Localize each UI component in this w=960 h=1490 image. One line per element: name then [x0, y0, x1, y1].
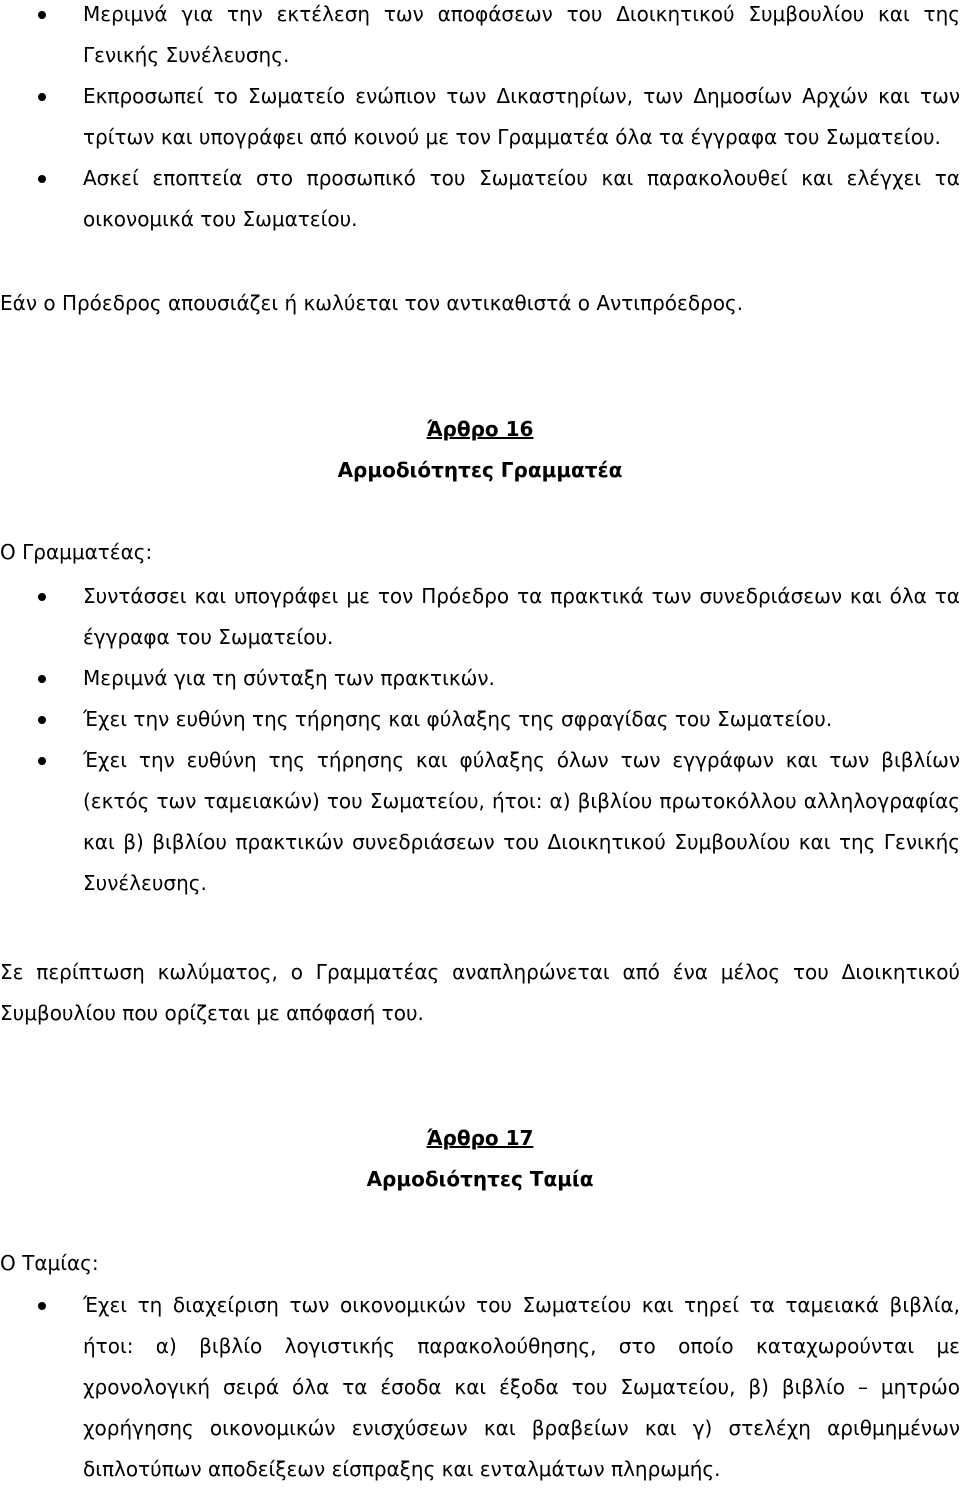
list-item-text: Ασκεί εποπτεία στο προσωπικό του Σωματείου και παρακολουθεί και ελέγχει τα οικονομικά του Σωματείου. [83, 166, 960, 231]
secretary-duties-list [0, 576, 960, 904]
bullet-icon [38, 11, 46, 19]
list-item [0, 0, 960, 76]
treasurer-duties-list [0, 1285, 960, 1490]
article-16-heading-block [0, 409, 960, 491]
list-item [0, 158, 960, 240]
article-16-intro-block [0, 532, 960, 573]
president-substitute-text: Εάν ο Πρόεδρος απουσιάζει ή κωλύεται τον αντικαθιστά ο Αντιπρόεδρος. [0, 291, 744, 315]
bullet-icon [38, 716, 46, 724]
list-item [0, 76, 960, 158]
article-16-subheading: Αρμοδιότητες Γραμματέα [337, 458, 623, 482]
bullet-icon [38, 1302, 46, 1310]
article-17-intro-block [0, 1243, 960, 1284]
list-item [0, 576, 960, 658]
bullet-icon [38, 675, 46, 683]
list-item-text: Εκπροσωπεί το Σωματείο ενώπιον των Δικαστηρίων, των Δημοσίων Αρχών και των τρίτων και υπογράφει από κοινού με τον Γραμματέα όλα τα έγγραφα του Σωματείου. [83, 84, 960, 149]
article-16-closing-block [0, 952, 960, 1034]
list-item-text: Μεριμνά για τη σύνταξη των πρακτικών. [83, 666, 495, 690]
list-item-text: Έχει την ευθύνη της τήρησης και φύλαξης της σφραγίδας του Σωματείου. [83, 707, 833, 731]
list-item [0, 740, 960, 904]
president-substitute-block [0, 283, 960, 324]
list-item [0, 1285, 960, 1490]
bullet-icon [38, 757, 46, 765]
article-17-subheading: Αρμοδιότητες Ταμία [366, 1167, 594, 1191]
bullet-icon [38, 175, 46, 183]
article-17-heading-block [0, 1118, 960, 1200]
list-item [0, 658, 960, 699]
bullet-icon [38, 93, 46, 101]
list-item-text: Μεριμνά για την εκτέλεση των αποφάσεων του Διοικητικού Συμβουλίου και της Γενικής Συνέλευσης. [83, 2, 960, 67]
president-duties-list [0, 0, 960, 240]
list-item [0, 699, 960, 740]
list-item-text: Έχει την ευθύνη της τήρησης και φύλαξης όλων των εγγράφων και των βιβλίων (εκτός των ταμειακών) του Σωματείου, ήτοι: α) βιβλίου πρωτοκόλλου αλληλογραφίας και β) βιβλίου πρακτικών συνεδριάσεων του Διοικητικού Συμβουλίου και της Γενικής Συνέλευσης. [83, 748, 960, 895]
list-item-text: Συντάσσει και υπογράφει με τον Πρόεδρο τα πρακτικά των συνεδριάσεων και όλα τα έγγραφα του Σωματείου. [83, 584, 960, 649]
article-17-list-block [0, 1285, 960, 1490]
list-item-text: Έχει τη διαχείριση των οικονομικών του Σωματείου και τηρεί τα ταμειακά βιβλία, ήτοι: α) βιβλίο λογιστικής παρακολούθησης, στο οποίο καταχωρούνται με χρονολογική σειρά όλα τα έσοδα και έξοδα του Σωματείου, β) βιβλίο – μητρώο χορήγησης οικονομικών ενισχύσεων και βραβείων και γ) στελέχη αριθμημένων διπλοτύπων αποδείξεων είσπραξης και ενταλμάτων πληρωμής. [83, 1293, 960, 1481]
article-16-intro: Ο Γραμματέας: [0, 540, 153, 564]
article-16-closing: Σε περίπτωση κωλύματος, ο Γραμματέας αναπληρώνεται από ένα μέλος του Διοικητικού Συμβουλίου που ορίζεται με απόφασή του. [0, 960, 960, 1025]
article-16-heading: Άρθρο 16 [426, 417, 534, 441]
article-17-intro: Ο Ταμίας: [0, 1251, 99, 1275]
president-duties-list-block [0, 0, 960, 240]
article-16-list-block [0, 576, 960, 904]
bullet-icon [38, 593, 46, 601]
article-17-heading: Άρθρο 17 [426, 1126, 534, 1150]
